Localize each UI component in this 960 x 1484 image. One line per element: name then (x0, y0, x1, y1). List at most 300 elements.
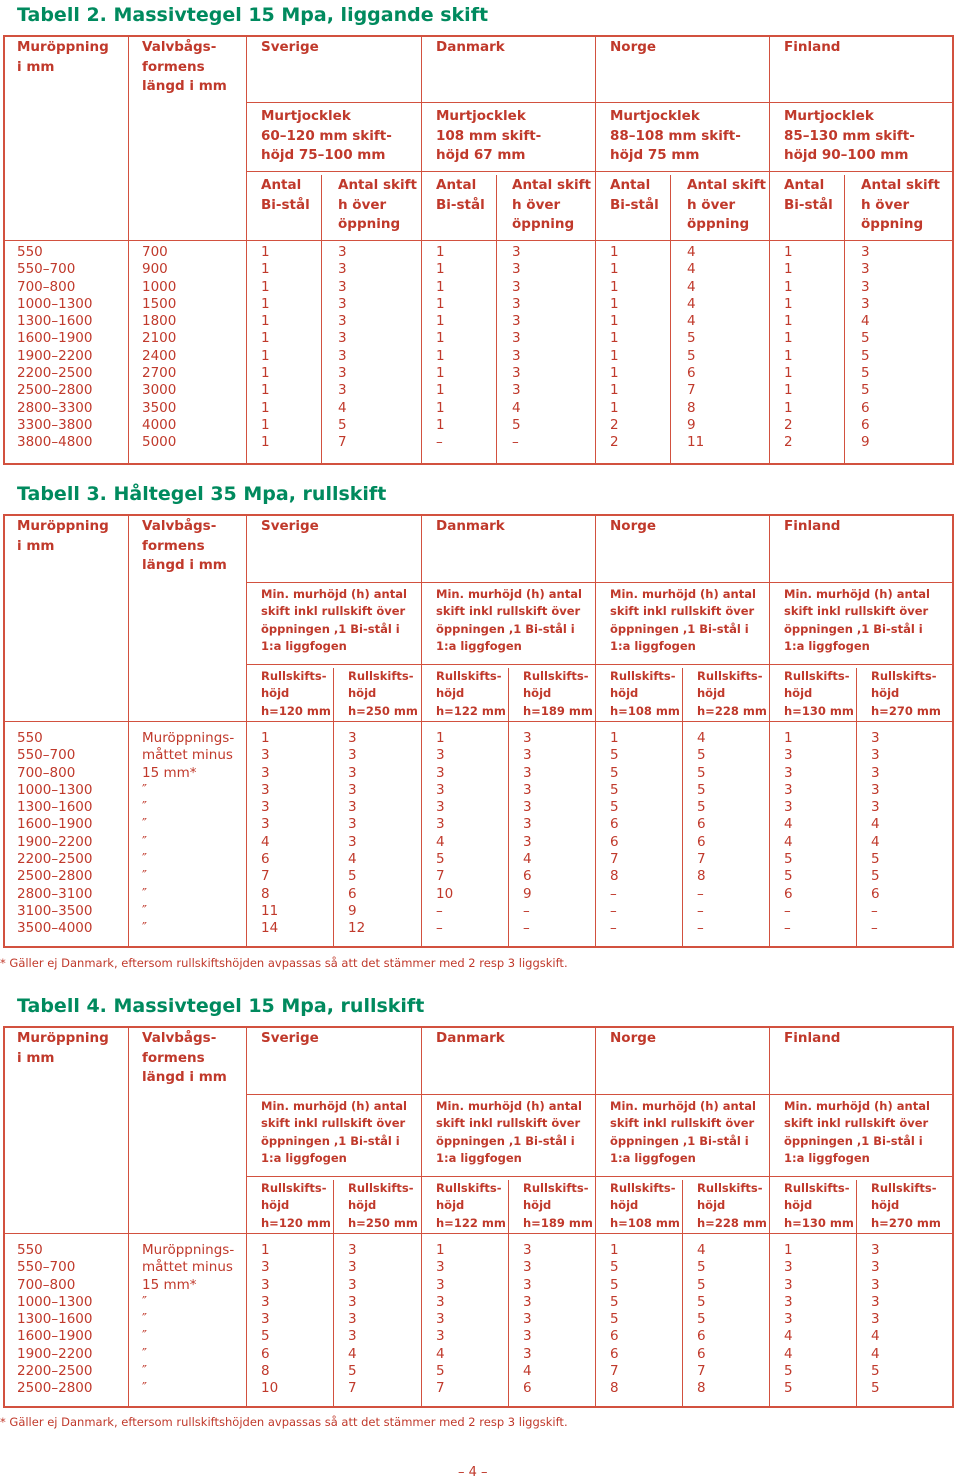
table-cell: 4 (784, 1328, 793, 1345)
table-cell: 3 (523, 1311, 532, 1328)
data-column (871, 730, 880, 938)
data-column (261, 1242, 278, 1398)
data-column (610, 244, 619, 452)
table-cell: 4 (348, 1345, 357, 1362)
table-cell: 6 (610, 1328, 619, 1345)
table-cell: ″ (142, 1328, 148, 1345)
table-cell: 2100 (142, 330, 177, 347)
table-cell: 2 (610, 434, 619, 451)
table-cell: 6 (861, 416, 870, 433)
table-cell: 9 (861, 434, 870, 451)
data-column (610, 1242, 619, 1398)
country-danmark: Danmark (436, 1030, 505, 1046)
table-cell: 5 (610, 1276, 619, 1293)
table-cell: 5 (861, 382, 870, 399)
table-cell: 3 (523, 1328, 532, 1345)
table-cell: ″ (142, 868, 148, 885)
table-cell: 1300–1600 (17, 313, 93, 330)
table-cell: 3 (512, 313, 521, 330)
table4 (3, 1026, 954, 1408)
sub-antal-skift: Antal skift h över öppning (338, 177, 417, 232)
table-cell: 3100–3500 (17, 902, 93, 919)
table-cell: 2800–3100 (17, 885, 93, 902)
table-cell: 1 (436, 278, 445, 295)
data-column (338, 244, 347, 452)
table-cell: 3 (523, 799, 532, 816)
data-column (436, 730, 453, 938)
table-cell: 6 (697, 1328, 706, 1345)
table-cell: 1 (610, 382, 619, 399)
table-cell: 6 (348, 885, 357, 902)
col-valv-head: Valvbågs- formens längd i mm (142, 1030, 227, 1085)
table-cell: 3 (338, 278, 347, 295)
table-cell: 2 (784, 434, 793, 451)
table-cell: 5 (348, 868, 357, 885)
table-cell: 1 (784, 313, 793, 330)
data-column (142, 730, 234, 938)
rullskift-head: Rullskifts- höjd h=228 mm (697, 669, 767, 718)
table-cell: 1 (261, 434, 270, 451)
table-cell: 1000–1300 (17, 781, 93, 798)
table-cell: 5 (871, 868, 880, 885)
table-cell: 3 (523, 816, 532, 833)
table-cell: 3 (784, 799, 793, 816)
sub-antal-bistal: Antal Bi-stål (261, 177, 310, 213)
table-cell: 5 (610, 799, 619, 816)
table-cell: 8 (697, 1380, 706, 1397)
table-cell: 12 (348, 920, 366, 937)
table-cell: 4 (348, 851, 357, 868)
country-norge: Norge (610, 518, 657, 534)
table-cell: 7 (697, 1363, 706, 1380)
min-murhojd-text: Min. murhöjd (h) antal skift inkl rullskift över öppningen ,1 Bi-stål i 1:a liggfogen (436, 1099, 582, 1165)
table-cell: 550–700 (17, 261, 76, 278)
table-cell: 1 (610, 399, 619, 416)
table-cell: 3 (436, 747, 445, 764)
rullskift-head: Rullskifts- höjd h=270 mm (871, 669, 941, 718)
table-cell: 3 (338, 365, 347, 382)
table-cell: 8 (610, 868, 619, 885)
table-cell: 1 (261, 399, 270, 416)
table3-title: Tabell 3. Håltegel 35 Mpa, rullskift (17, 483, 387, 505)
table-cell: 3 (523, 1345, 532, 1362)
table-cell: 550–700 (17, 747, 76, 764)
min-murhojd-text: Min. murhöjd (h) antal skift inkl rullskift över öppningen ,1 Bi-stål i 1:a liggfogen (784, 587, 930, 653)
table-cell: 3 (512, 261, 521, 278)
table-cell: 3 (523, 730, 532, 746)
table-cell: 7 (687, 382, 696, 399)
table-cell: 2500–2800 (17, 382, 93, 399)
table-cell: 2700 (142, 365, 177, 382)
col-murop-head: Muröppning i mm (17, 518, 109, 554)
table-cell: ″ (142, 833, 148, 850)
table-cell: 2200–2500 (17, 365, 93, 382)
data-column (523, 730, 532, 938)
table-cell: 5 (697, 1276, 706, 1293)
table-cell: 5 (871, 851, 880, 868)
table-cell: 4 (784, 1345, 793, 1362)
table-cell: – (610, 920, 617, 937)
table-cell: 8 (261, 1363, 270, 1380)
table-cell: 5 (610, 1259, 619, 1276)
table-cell: 3 (348, 747, 357, 764)
murtjocklek-finland: Murtjocklek 85–130 mm skift- höjd 90–100 mm (784, 108, 915, 163)
sub-antal-bistal: Antal Bi-stål (784, 177, 833, 213)
table-cell: 1 (784, 347, 793, 364)
table-cell: 10 (261, 1380, 279, 1397)
country-norge: Norge (610, 39, 657, 55)
table-cell: 3 (436, 1328, 445, 1345)
country-finland: Finland (784, 518, 841, 534)
table-cell: 1 (610, 261, 619, 278)
min-murhojd-text: Min. murhöjd (h) antal skift inkl rullskift över öppningen ,1 Bi-stål i 1:a liggfogen (610, 587, 756, 653)
col-murop-head: Muröppning i mm (17, 39, 109, 75)
table-cell: 10 (436, 885, 454, 902)
table-cell: 5 (697, 1259, 706, 1276)
data-column (784, 1242, 793, 1398)
table-cell: ″ (142, 885, 148, 902)
table-cell: 1 (784, 730, 793, 746)
table-cell: 3 (871, 1293, 880, 1310)
table-cell: 5 (348, 1363, 357, 1380)
table-cell: 5 (697, 1293, 706, 1310)
table-cell: 3 (338, 244, 347, 260)
table-cell: 2500–2800 (17, 868, 93, 885)
rullskift-head: Rullskifts- höjd h=122 mm (436, 1181, 506, 1230)
table-cell: 3 (784, 1276, 793, 1293)
table-cell: ″ (142, 781, 148, 798)
table-cell: 1 (610, 365, 619, 382)
table-cell: 3 (784, 747, 793, 764)
table-cell: 3500–4000 (17, 920, 93, 937)
table-cell: 4 (687, 261, 696, 278)
table-cell: 6 (610, 833, 619, 850)
murtjocklek-danmark: Murtjocklek 108 mm skift- höjd 67 mm (436, 108, 542, 163)
table-cell: 1 (436, 330, 445, 347)
table-cell: 1 (261, 261, 270, 278)
table-cell: 3800–4800 (17, 434, 93, 451)
table-cell: 3 (871, 1311, 880, 1328)
table-cell: 3 (861, 278, 870, 295)
table-cell: 5 (610, 1293, 619, 1310)
table-cell: 5 (687, 330, 696, 347)
table-cell: 2400 (142, 347, 177, 364)
min-murhojd-text: Min. murhöjd (h) antal skift inkl rullskift över öppningen ,1 Bi-stål i 1:a liggfogen (784, 1099, 930, 1165)
table-cell: Muröppnings- (142, 730, 235, 746)
table-cell: 2200–2500 (17, 851, 93, 868)
table-cell: 5 (784, 868, 793, 885)
table-cell: 3 (348, 1328, 357, 1345)
table-cell: 4 (861, 313, 870, 330)
table-cell: 3 (523, 1276, 532, 1293)
country-norge: Norge (610, 1030, 657, 1046)
data-column (784, 244, 793, 452)
min-murhojd-text: Min. murhöjd (h) antal skift inkl rullskift över öppningen ,1 Bi-stål i 1:a liggfogen (261, 1099, 407, 1165)
table-cell: 3 (436, 1259, 445, 1276)
table-cell: 1600–1900 (17, 1328, 93, 1345)
table-cell: – (436, 902, 443, 919)
table-cell: 3 (261, 747, 270, 764)
table-cell: 1 (261, 416, 270, 433)
table-cell: 5 (697, 781, 706, 798)
table-cell: 2200–2500 (17, 1363, 93, 1380)
table-cell: 1 (261, 313, 270, 330)
table-cell: 3500 (142, 399, 177, 416)
table-cell: 8 (687, 399, 696, 416)
table-cell: 1 (610, 330, 619, 347)
table-cell: – (784, 902, 791, 919)
table-cell: 3 (784, 764, 793, 781)
table-cell: 3 (436, 781, 445, 798)
table-cell: 1900–2200 (17, 1345, 93, 1362)
table-cell: 3 (871, 799, 880, 816)
table-cell: 2500–2800 (17, 1380, 93, 1397)
table-cell: 2 (610, 416, 619, 433)
table-cell: 8 (610, 1380, 619, 1397)
table-cell: 3000 (142, 382, 177, 399)
table-cell: 3 (523, 833, 532, 850)
table-cell: 4 (687, 295, 696, 312)
table-cell: 1 (784, 295, 793, 312)
table-cell: 7 (610, 1363, 619, 1380)
table-cell: 1 (436, 365, 445, 382)
data-column (784, 730, 793, 938)
table-cell: 1 (436, 399, 445, 416)
sub-antal-skift: Antal skift h över öppning (687, 177, 766, 232)
country-finland: Finland (784, 39, 841, 55)
table-cell: 1 (436, 416, 445, 433)
table-cell: 5 (871, 1363, 880, 1380)
table-cell: 4 (523, 1363, 532, 1380)
table-cell: 1 (784, 1242, 793, 1258)
table-cell: 1000–1300 (17, 295, 93, 312)
table-cell: 1 (436, 730, 445, 746)
rullskift-head: Rullskifts- höjd h=250 mm (348, 669, 418, 718)
table-cell: – (610, 902, 617, 919)
table-cell: 5 (784, 1380, 793, 1397)
col-valv-head: Valvbågs- formens längd i mm (142, 39, 227, 94)
table-cell: 6 (687, 365, 696, 382)
table-cell: 1 (261, 330, 270, 347)
rullskift-head: Rullskifts- höjd h=108 mm (610, 669, 680, 718)
table-cell: 1 (784, 382, 793, 399)
table-cell: 550 (17, 730, 43, 746)
table-cell: 6 (871, 885, 880, 902)
table-cell: 4 (436, 833, 445, 850)
table-cell: 3 (512, 347, 521, 364)
table-cell: 4 (436, 1345, 445, 1362)
table-cell: 3 (338, 382, 347, 399)
table-cell: 1 (784, 244, 793, 260)
data-column (687, 244, 704, 452)
table-cell: 5 (784, 1363, 793, 1380)
table-cell: 700–800 (17, 1276, 76, 1293)
table-cell: 3 (348, 1311, 357, 1328)
data-column (261, 244, 270, 452)
data-column (871, 1242, 880, 1398)
col-valv-head: Valvbågs- formens längd i mm (142, 518, 227, 573)
table-cell: 11 (261, 902, 279, 919)
table-cell: 3 (512, 365, 521, 382)
table-cell: 7 (436, 868, 445, 885)
table-cell: 1 (436, 382, 445, 399)
data-column (512, 244, 521, 452)
table-cell: 4 (338, 399, 347, 416)
table-cell: 14 (261, 920, 279, 937)
min-murhojd-text: Min. murhöjd (h) antal skift inkl rullskift över öppningen ,1 Bi-stål i 1:a liggfogen (261, 587, 407, 653)
data-column (142, 1242, 234, 1398)
table-cell: 1300–1600 (17, 1311, 93, 1328)
table-cell: ″ (142, 799, 148, 816)
table-cell: 700 (142, 244, 168, 260)
table-cell: 5 (512, 416, 521, 433)
table-cell: 1600–1900 (17, 330, 93, 347)
table-cell: 3 (871, 781, 880, 798)
table-cell: 1 (261, 365, 270, 382)
table-cell: 3 (261, 799, 270, 816)
table-cell: 6 (861, 399, 870, 416)
table-cell: – (697, 902, 704, 919)
table-cell: 3 (861, 244, 870, 260)
table-cell: 1800 (142, 313, 177, 330)
table-cell: 5 (436, 851, 445, 868)
table-cell: 3 (871, 1259, 880, 1276)
table-cell: 5 (784, 851, 793, 868)
table-cell: 6 (610, 1345, 619, 1362)
table-cell: 3 (338, 347, 347, 364)
table-cell: – (697, 920, 704, 937)
table-cell: 3 (861, 261, 870, 278)
rullskift-head: Rullskifts- höjd h=130 mm (784, 669, 854, 718)
table-cell: 1600–1900 (17, 816, 93, 833)
table-cell: 3 (261, 1276, 270, 1293)
table-cell: 4 (523, 851, 532, 868)
data-column (348, 730, 365, 938)
table-cell: 1 (436, 244, 445, 260)
table-cell: 7 (348, 1380, 357, 1397)
table-cell: 4 (784, 816, 793, 833)
table-cell: 6 (784, 885, 793, 902)
table-cell: 5 (261, 1328, 270, 1345)
table-cell: 6 (697, 1345, 706, 1362)
data-column (17, 244, 92, 452)
table-cell: 3 (436, 799, 445, 816)
table4-title: Tabell 4. Massivtegel 15 Mpa, rullskift (17, 995, 425, 1017)
table-cell: 900 (142, 261, 168, 278)
table-cell: 3 (348, 1242, 357, 1258)
sub-antal-skift: Antal skift h över öppning (861, 177, 940, 232)
table-cell: 3 (512, 278, 521, 295)
table-cell: 1 (784, 261, 793, 278)
data-column (261, 730, 278, 938)
table-cell: 1 (436, 1242, 445, 1258)
data-column (697, 1242, 706, 1398)
table-cell: 3 (523, 1293, 532, 1310)
table-cell: 3 (348, 1276, 357, 1293)
country-finland: Finland (784, 1030, 841, 1046)
table-cell: – (871, 902, 878, 919)
table-cell: 3 (523, 747, 532, 764)
table-cell: – (436, 920, 443, 937)
country-danmark: Danmark (436, 518, 505, 534)
table-cell: 1 (261, 244, 270, 260)
table-cell: 1500 (142, 295, 177, 312)
table-cell: 1 (784, 278, 793, 295)
table-cell: 3 (348, 833, 357, 850)
table-cell: 5000 (142, 434, 177, 451)
table-cell: 3 (871, 1276, 880, 1293)
table-cell: 5 (697, 799, 706, 816)
table-cell: 3 (523, 781, 532, 798)
table-cell: 3 (261, 816, 270, 833)
table-cell: 7 (436, 1380, 445, 1397)
table-cell: 3 (261, 764, 270, 781)
table-cell: 700–800 (17, 278, 76, 295)
table-cell: 3 (348, 816, 357, 833)
table-cell: 1 (784, 399, 793, 416)
rullskift-head: Rullskifts- höjd h=270 mm (871, 1181, 941, 1230)
table-cell: 3 (512, 295, 521, 312)
table-cell: 3 (523, 764, 532, 781)
table-cell: 3 (436, 1293, 445, 1310)
table-cell: 3 (436, 1276, 445, 1293)
table-cell: 6 (697, 816, 706, 833)
data-column (436, 244, 445, 452)
data-column (142, 244, 176, 452)
table-cell: 4 (871, 833, 880, 850)
table-cell: 5 (687, 347, 696, 364)
table-cell: 4 (687, 244, 696, 260)
table-cell: 1 (610, 278, 619, 295)
table-cell: ″ (142, 920, 148, 937)
table-cell: 3300–3800 (17, 416, 93, 433)
country-sverige: Sverige (261, 518, 319, 534)
table2-title: Tabell 2. Massivtegel 15 Mpa, liggande skift (17, 4, 489, 26)
table-cell: 4 (687, 313, 696, 330)
table-cell: 3 (871, 1242, 880, 1258)
table-cell: 550 (17, 244, 43, 260)
table-cell: 6 (697, 833, 706, 850)
table-cell: 6 (610, 816, 619, 833)
table-cell: 1 (784, 365, 793, 382)
table-cell: 5 (610, 764, 619, 781)
table-cell: – (523, 902, 530, 919)
murtjocklek-norge: Murtjocklek 88–108 mm skift- höjd 75 mm (610, 108, 741, 163)
table-cell: 3 (261, 1311, 270, 1328)
table-cell: 6 (523, 868, 532, 885)
table-cell: 3 (261, 781, 270, 798)
rullskift-head: Rullskifts- höjd h=122 mm (436, 669, 506, 718)
table-cell: 1 (610, 295, 619, 312)
table-cell: 8 (697, 868, 706, 885)
table-cell: 3 (348, 799, 357, 816)
table-cell: 1900–2200 (17, 833, 93, 850)
table-cell: ″ (142, 1345, 148, 1362)
table-cell: 5 (610, 747, 619, 764)
table-cell: 4 (871, 1328, 880, 1345)
footnote: * Gäller ej Danmark, eftersom rullskiftshöjden avpassas så att det stämmer med 2 resp 3 liggskift. (0, 956, 568, 970)
sub-antal-bistal: Antal Bi-stål (436, 177, 485, 213)
rullskift-head: Rullskifts- höjd h=250 mm (348, 1181, 418, 1230)
table-cell: 3 (512, 330, 521, 347)
table-cell: 5 (697, 1311, 706, 1328)
data-column (861, 244, 870, 452)
table-cell: 2800–3300 (17, 399, 93, 416)
table-cell: – (784, 920, 791, 937)
table3 (3, 514, 954, 948)
page-number: – 4 – (458, 1465, 488, 1480)
table-cell: 3 (871, 730, 880, 746)
